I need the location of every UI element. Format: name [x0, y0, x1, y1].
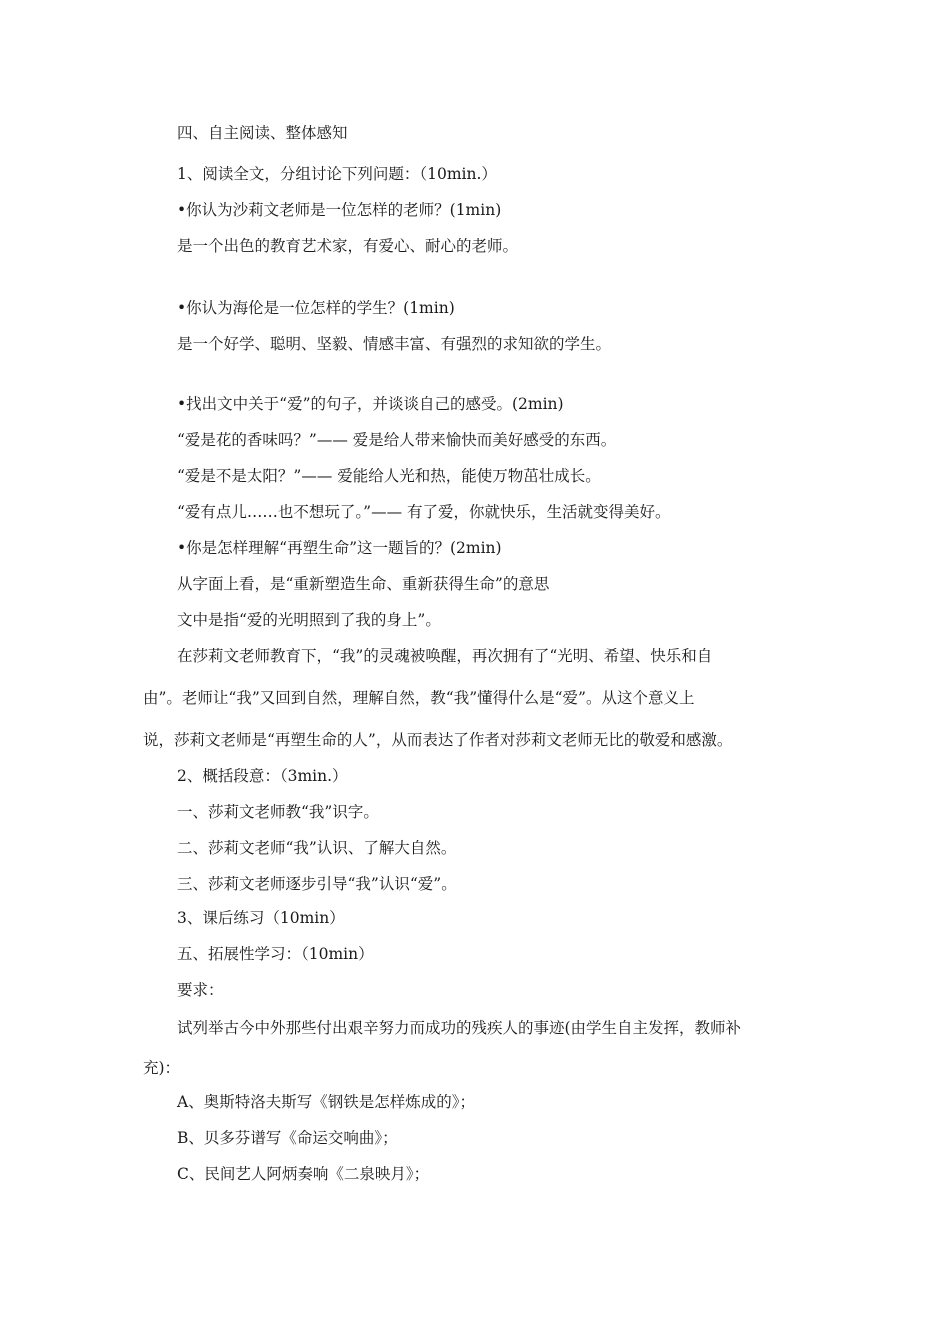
answer-4-line-1: 从字面上看，是“重新塑造生命、重新获得生命”的意思 [177, 575, 550, 593]
summary-item-3: 三、莎莉文老师逐步引导“我”认识“爱”。 [177, 875, 457, 893]
summary-item-1: 一、莎莉文老师教“我”识字。 [177, 803, 379, 821]
question-1: •你认为沙莉文老师是一位怎样的老师？(1min) [177, 201, 502, 219]
answer-4-line-2: 文中是指“爱的光明照到了我的身上”。 [177, 611, 441, 629]
example-c: C、民间艺人阿炳奏响《二泉映月》； [177, 1165, 430, 1183]
example-b: B、贝多芬谱写《命运交响曲》； [177, 1129, 398, 1147]
question-group-heading: 1、阅读全文，分组讨论下列问题：（10min.） [177, 165, 497, 183]
summary-heading: 2、概括段意：（3min.） [177, 767, 348, 785]
section-heading-4: 四、自主阅读、整体感知 [177, 124, 348, 142]
answer-3-line-2: “爱是不是太阳？”—— 爱能给人光和热，能使万物茁壮成长。 [177, 467, 601, 485]
answer-1: 是一个出色的教育艺术家，有爱心、耐心的老师。 [177, 237, 519, 255]
paragraph-line-1: 在莎莉文老师教育下，“我”的灵魂被唤醒，再次拥有了“光明、希望、快乐和自 [177, 647, 713, 665]
answer-3-line-1: “爱是花的香味吗？”—— 爱是给人带来愉快而美好感受的东西。 [177, 431, 617, 449]
task-line-2: 充)： [143, 1059, 181, 1077]
example-a: A、奥斯特洛夫斯写《钢铁是怎样炼成的》； [177, 1093, 475, 1111]
paragraph-line-2: 由”。老师让“我”又回到自然，理解自然，教“我”懂得什么是“爱”。从这个意义上 [143, 689, 695, 707]
answer-3-line-3: “爱有点儿……也不想玩了。”—— 有了爱，你就快乐，生活就变得美好。 [177, 503, 671, 521]
question-2: •你认为海伦是一位怎样的学生？(1min) [177, 299, 455, 317]
question-3: •找出文中关于“爱”的句子，并谈谈自己的感受。(2min) [177, 395, 564, 413]
task-line-1: 试列举古今中外那些付出艰辛努力而成功的残疾人的事迹(由学生自主发挥，教师补 [177, 1019, 742, 1037]
summary-item-2: 二、莎莉文老师“我”认识、了解大自然。 [177, 839, 457, 857]
requirement-label: 要求： [177, 981, 224, 999]
section-heading-5: 五、拓展性学习：（10min） [177, 945, 374, 963]
paragraph-line-3: 说，莎莉文老师是“再塑生命的人”，从而表达了作者对莎莉文老师无比的敬爱和感激。 [143, 731, 733, 749]
question-4: •你是怎样理解“再塑生命”这一题旨的？(2min) [177, 539, 502, 557]
exercise-heading: 3、课后练习（10min） [177, 909, 345, 927]
answer-2: 是一个好学、聪明、坚毅、情感丰富、有强烈的求知欲的学生。 [177, 335, 612, 353]
